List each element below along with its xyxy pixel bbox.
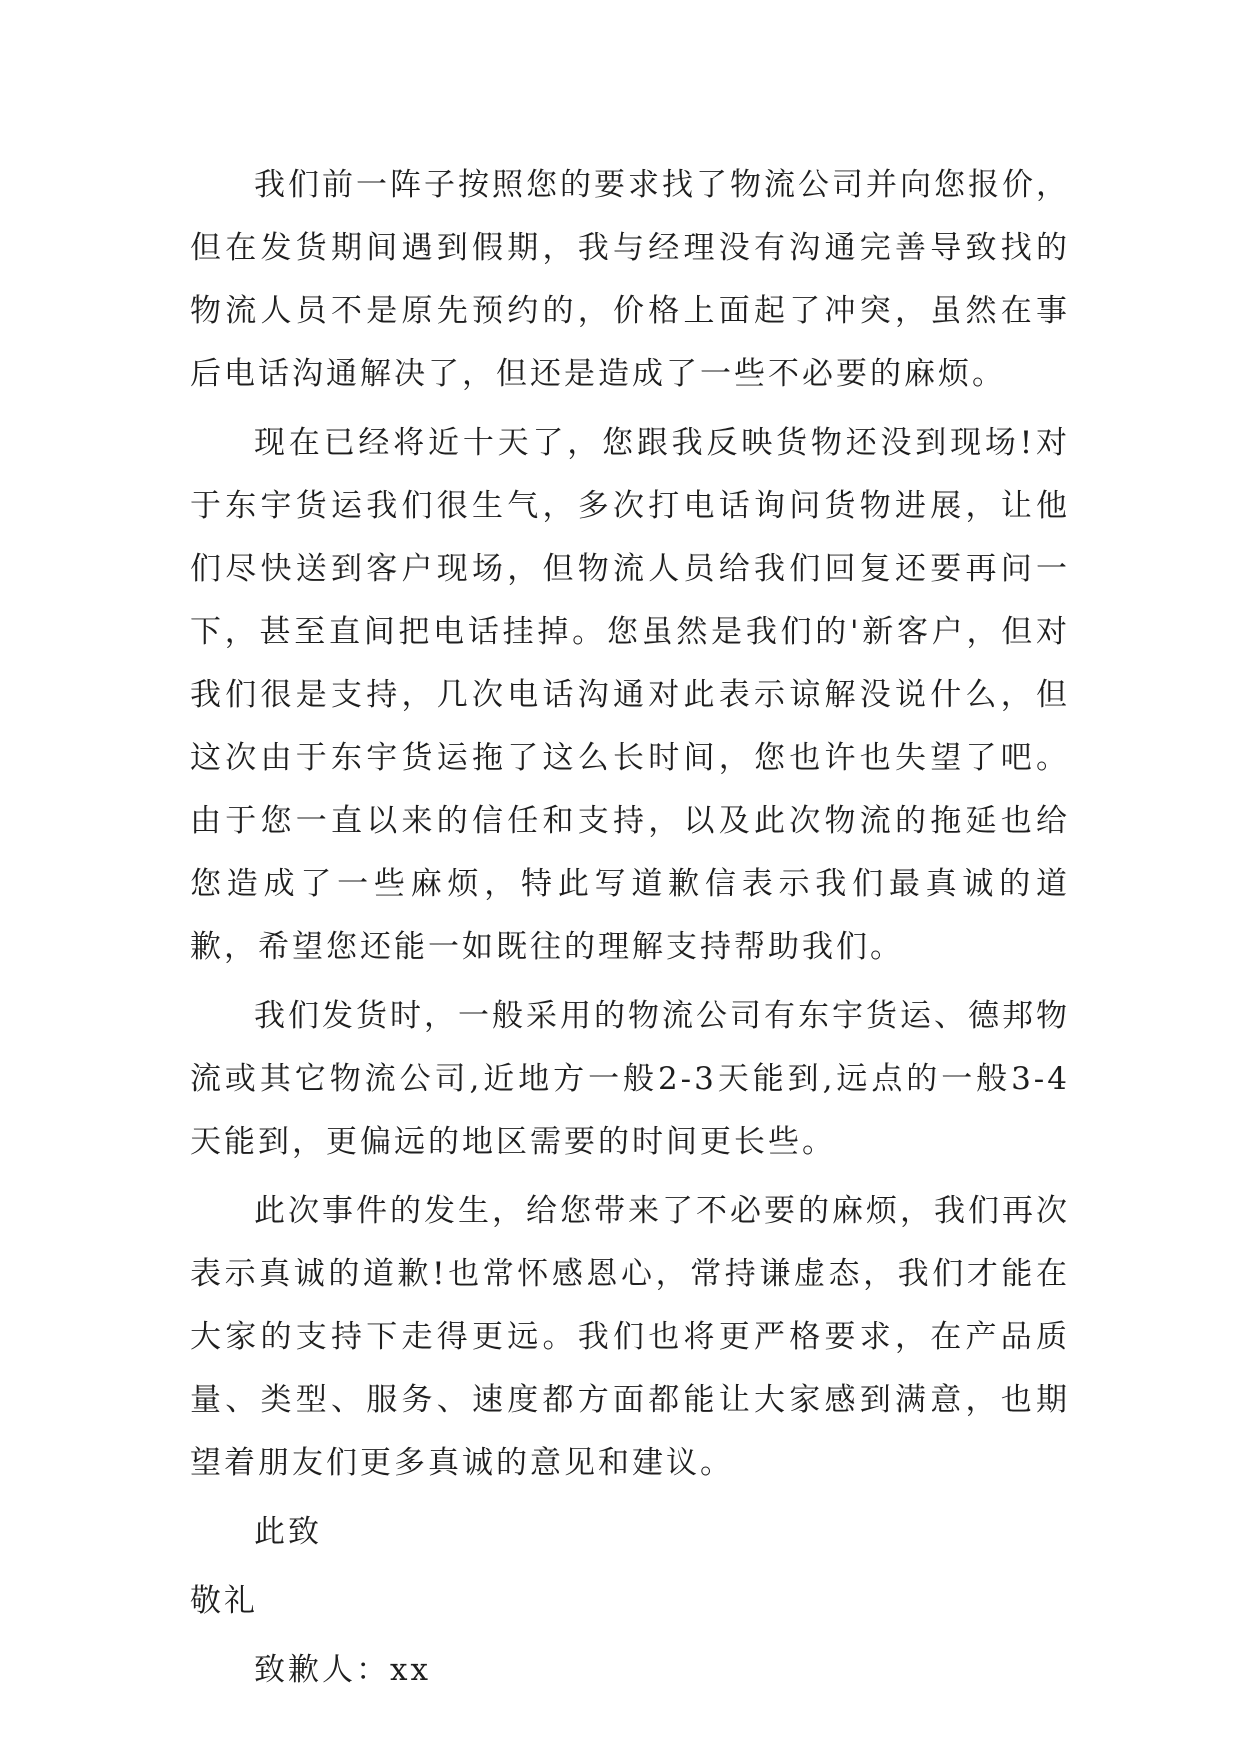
closing-regards: 敬礼 bbox=[190, 1583, 258, 1619]
paragraph-shipping-info: 我们发货时，一般采用的物流公司有东宇货运、德邦物流或其它物流公司,近地方一般2-3天能到,远点的一般3-4天能到，更偏远的地区需要的时间更长些。 bbox=[190, 998, 1070, 1160]
closing-salutation: 此致 bbox=[254, 1514, 322, 1550]
signature: 致歉人：xx bbox=[254, 1652, 431, 1688]
letter-body bbox=[190, 154, 1070, 1708]
paragraph-delay-apology: 现在已经将近十天了，您跟我反映货物还没到现场!对于东宇货运我们很生气，多次打电话询问货物进展，让他们尽快送到客户现场，但物流人员给我们回复还要再问一下，甚至直间把电话挂掉。您虽然是我们的'新客户，但对我们很是支持，几次电话沟通对此表示谅解没说什么，但这次由于东宇货运拖了这么长时间，您也许也失望了吧。由于您一直以来的信任和支持，以及此次物流的拖延也给您造成了一些麻烦，特此写道歉信表示我们最真诚的道歉，希望您还能一如既往的理解支持帮助我们。 bbox=[190, 425, 1070, 965]
paragraph-quote-logistics: 我们前一阵子按照您的要求找了物流公司并向您报价，但在发货期间遇到假期，我与经理没有沟通完善导致找的物流人员不是原先预约的，价格上面起了冲突，虽然在事后电话沟通解决了，但还是造成了一些不必要的麻烦。 bbox=[190, 167, 1070, 392]
paragraph-commitment: 此次事件的发生，给您带来了不必要的麻烦，我们再次表示真诚的道歉!也常怀感恩心，常持谦虚态，我们才能在大家的支持下走得更远。我们也将更严格要求，在产品质量、类型、服务、速度都方面都能让大家感到满意，也期望着朋友们更多真诚的意见和建议。 bbox=[190, 1193, 1070, 1481]
